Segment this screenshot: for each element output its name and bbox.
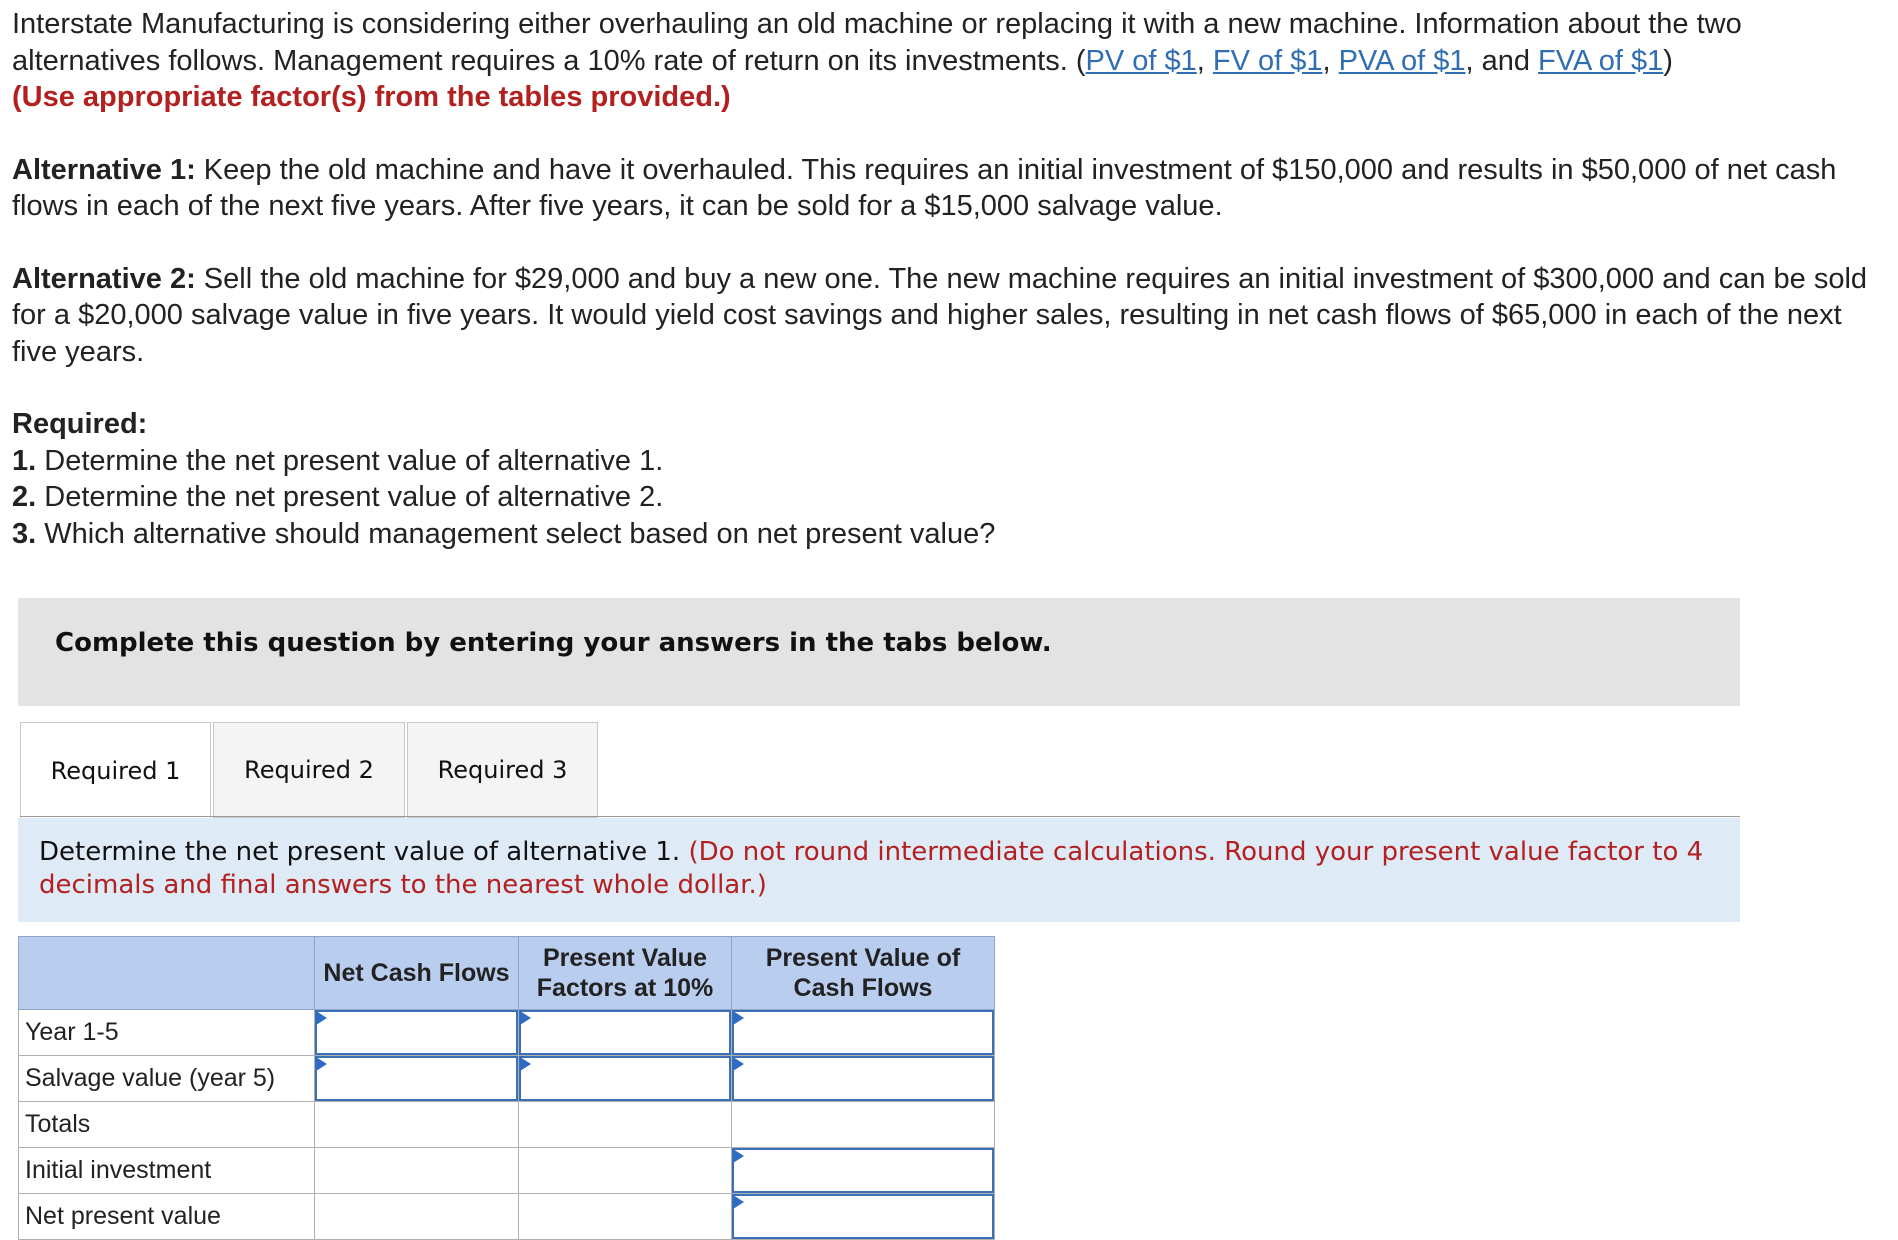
alt1-text: Keep the old machine and have it overhauled. This requires an initial investment of $150,000 and results in $50,000 of net cash flows in each of the next five years. After five years, it can be sold for a $15,000 salvage value. [12,153,1837,222]
pv-link[interactable]: PV of $1 [1085,44,1197,77]
empty-cell [315,1102,519,1148]
close-paren: ) [1663,44,1673,77]
empty-cell [315,1148,519,1194]
required-item [12,443,1882,480]
salvage-pv-input[interactable] [732,1056,994,1101]
row-label: Initial investment [19,1148,315,1194]
rounding-note: (Do not round intermediate calculations. Round your present value factor to 4 decimals and final answers to the nearest whole dollar.) [39,837,1704,900]
intro-text: Interstate Manufacturing is considering either overhauling an old machine or replacing it with a new machine. Information about the two alternatives follows. Management requires a 10% rate of return on its investments. ( [12,8,1742,77]
npv-cell [732,1194,995,1240]
salvage-pv-cell [732,1056,995,1102]
alternative-1 [12,152,1882,225]
required-text: Determine the net present value of alternative 1. [36,444,664,477]
alt1-label: Alternative 1: [12,153,196,186]
year1-5-pv-input[interactable] [732,1010,994,1055]
alternative-2 [12,261,1882,371]
tab-required-2[interactable]: Required 2 [213,722,405,818]
salvage-factor-input[interactable] [519,1056,731,1101]
table-row [19,1148,995,1194]
required-number: 3. [12,517,37,550]
table-row [19,1056,995,1102]
required-number: 1. [12,444,37,477]
required-item [12,516,1882,553]
row-label: Totals [19,1102,315,1148]
separator: , [1196,44,1213,77]
header-cell-label [19,937,315,1010]
question-panel [18,818,1740,922]
required-text: Which alternative should management select based on net present value? [36,517,996,550]
panel-text [39,836,1719,902]
salvage-cash-flow-cell [315,1056,519,1102]
header-pv-factors: Present Value Factors at 10% [519,937,732,1010]
problem-statement [12,6,1882,552]
salvage-cash-flow-input[interactable] [315,1056,518,1101]
year1-5-cash-flow-cell [315,1010,519,1056]
initial-investment-input[interactable] [732,1148,994,1193]
year1-5-pv-cell [732,1010,995,1056]
instructions-banner [18,598,1740,706]
complete-prompt: Complete this question by entering your answers in the tabs below. [55,628,1052,658]
empty-cell [519,1148,732,1194]
table-header-row [19,937,995,1010]
pva-link[interactable]: PVA of $1 [1338,44,1466,77]
required-list [12,406,1882,552]
table-row [19,1010,995,1056]
fv-link[interactable]: FV of $1 [1212,44,1323,77]
header-pv-cash-flows: Present Value of Cash Flows [732,937,995,1010]
npv-table [18,936,995,1240]
year1-5-factor-input[interactable] [519,1010,731,1055]
tab-required-1[interactable]: Required 1 [20,722,211,819]
year1-5-factor-cell [519,1010,732,1056]
empty-cell [315,1194,519,1240]
required-number: 2. [12,481,37,513]
year1-5-cash-flow-input[interactable] [315,1010,518,1055]
tab-divider [20,816,1740,817]
factor-instruction: (Use appropriate factor(s) from the tables provided.) [12,81,731,113]
salvage-factor-cell [519,1056,732,1102]
separator: , [1322,44,1339,77]
required-text: Determine the net present value of alternative 2. [36,481,664,513]
row-label: Net present value [19,1194,315,1240]
header-net-cash-flows: Net Cash Flows [315,937,519,1010]
empty-cell [519,1102,732,1148]
npv-input[interactable] [732,1194,994,1239]
empty-cell [519,1194,732,1240]
required-item [12,479,1882,516]
fva-link[interactable]: FVA of $1 [1538,44,1664,77]
table-row [19,1194,995,1240]
required-heading: Required: [12,408,148,440]
totals-pv-cell [732,1102,995,1148]
tab-required-3[interactable]: Required 3 [407,722,598,818]
row-label: Salvage value (year 5) [19,1056,315,1102]
intro-paragraph [12,6,1882,116]
alt2-text: Sell the old machine for $29,000 and buy a new one. The new machine requires an initial investment of $300,000 and can be sold for a $20,000 salvage value in five years. It would yield cost savings and higher sales, resulting in net cash flows of $65,000 in each of the next five years. [12,262,1868,368]
alt2-label: Alternative 2: [12,262,196,295]
separator: , and [1465,44,1539,77]
initial-investment-cell [732,1148,995,1194]
row-label: Year 1-5 [19,1010,315,1056]
table-row [19,1102,995,1148]
panel-question: Determine the net present value of alternative 1. [39,837,689,867]
